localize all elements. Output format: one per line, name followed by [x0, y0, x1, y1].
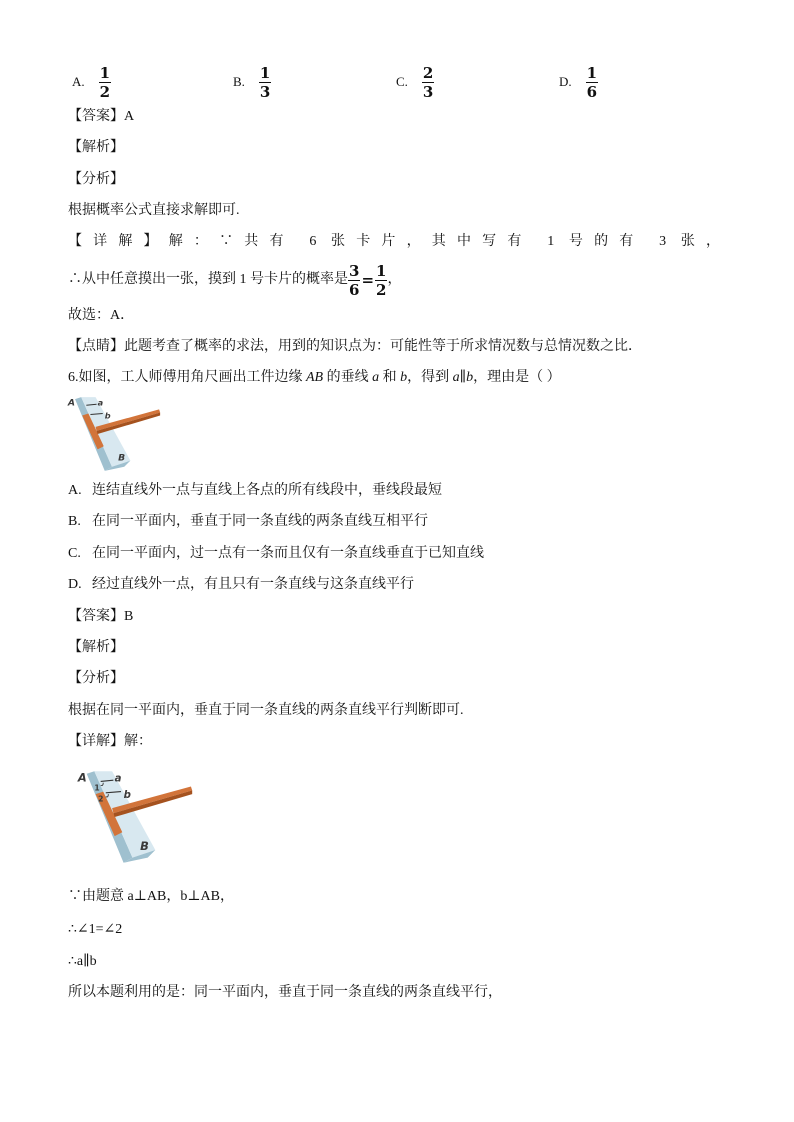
label-angle-2: 2: [98, 794, 104, 804]
q6-option-d: [68, 575, 414, 595]
workpiece-figure-2: [74, 766, 196, 868]
answer-tag: 【答案】: [68, 109, 124, 124]
option-letter: B.: [68, 514, 81, 529]
q6-option-b: [68, 512, 428, 532]
fraction: [422, 65, 434, 100]
option-letter: C.: [68, 546, 81, 561]
q5-fenxi-tag: 【分析】: [68, 172, 124, 187]
label-b: b: [104, 410, 111, 421]
label-a: a: [114, 773, 122, 785]
label-B: B: [140, 839, 149, 854]
q5-option-c: [396, 64, 434, 100]
fraction-denominator: 2: [376, 280, 387, 299]
option-letter: A.: [68, 483, 82, 498]
q5-jiexi-tag: 【解析】: [68, 140, 124, 155]
fraction: [99, 65, 111, 100]
q5-option-a: [72, 64, 111, 100]
q5-option-d: [559, 64, 598, 100]
option-letter: C.: [396, 74, 408, 89]
probability-fraction-raw: [348, 263, 360, 298]
proof-line-given: ∵由题意 a⊥AB，b⊥AB，: [68, 889, 234, 904]
probability-text: ∴从中任意摸出一张，摸到 1 号卡片的概率是: [68, 272, 348, 287]
q5-probability-line: [68, 262, 401, 298]
fraction-numerator: 1: [99, 63, 111, 82]
option-text: 经过直线外一点，有且只有一条直线与这条直线平行: [92, 577, 414, 592]
label-A: A: [77, 770, 87, 785]
stem-line-b: b: [400, 370, 408, 385]
label-A: A: [67, 397, 76, 409]
q6-fenxi-tag: 【分析】: [68, 671, 124, 686]
stem-line-a: a: [372, 370, 380, 385]
stem-text: 和: [379, 370, 401, 385]
option-letter: A.: [72, 74, 85, 89]
q5-choose-line: 故选：A．: [68, 308, 135, 323]
q6-option-c: [68, 544, 484, 564]
answer-value: A: [124, 109, 135, 124]
q5-fenxi-text: 根据概率公式直接求解即可.: [68, 203, 240, 218]
workpiece-figure-1: [64, 393, 164, 475]
stem-text: 的垂线: [323, 370, 373, 385]
fraction-denominator: 3: [422, 82, 434, 101]
proof-line-conclusion: 所以本题利用的是：同一平面内，垂直于同一条直线的两条直线平行，: [68, 985, 502, 1000]
fraction-numerator: 1: [259, 63, 271, 82]
q6-option-a: [68, 481, 442, 501]
fraction-numerator: 1: [376, 261, 387, 280]
label-angle-1: 1: [94, 783, 100, 793]
fraction-denominator: 6: [586, 82, 598, 101]
fraction-numerator: 3: [349, 261, 360, 280]
q6-stem: [68, 368, 561, 388]
fraction-denominator: 2: [99, 82, 111, 101]
fraction: [586, 65, 598, 100]
probability-fraction-simplified: [375, 263, 387, 298]
option-letter: D.: [559, 74, 572, 89]
label-b: b: [123, 789, 131, 801]
fraction-denominator: 6: [349, 280, 360, 299]
stem-text: 6.如图，工人师傅用角尺画出工件边缘: [68, 370, 306, 385]
answer-tag: 【答案】: [68, 609, 124, 624]
q6-answer-line: [68, 607, 133, 627]
q5-answer-line: [68, 107, 134, 127]
q5-dianjing-line: 【点睛】此题考查了概率的求法，用到的知识点为：可能性等于所求情况数与总情况数之比．: [68, 339, 642, 354]
probability-suffix: ，: [387, 272, 402, 287]
option-letter: D.: [68, 577, 82, 592]
answer-value: B: [124, 609, 134, 624]
fraction: [259, 65, 271, 100]
q6-jiexi-tag: 【解析】: [68, 640, 124, 655]
option-text: 在同一平面内，过一点有一条而且仅有一条直线垂直于已知直线: [92, 546, 484, 561]
option-letter: B.: [233, 74, 245, 89]
option-text: 在同一平面内，垂直于同一条直线的两条直线互相平行: [92, 514, 428, 529]
fraction-denominator: 3: [259, 82, 271, 101]
equals-sign: =: [361, 271, 375, 289]
option-text: 连结直线外一点与直线上各点的所有线段中，垂线段最短: [92, 483, 442, 498]
q5-detail-line: 【详解】解：∵共有 6 张卡片，其中写有 1 号的有 3 张，: [68, 234, 720, 249]
stem-segment-ab: AB: [306, 370, 324, 385]
stem-text: ，理由是（ ）: [473, 370, 561, 385]
q5-option-b: [233, 64, 271, 100]
stem-parallel: a∥b: [452, 370, 474, 385]
proof-line-parallel: ∴a∥b: [68, 954, 97, 969]
label-a: a: [97, 397, 104, 408]
fraction-numerator: 2: [422, 63, 434, 82]
label-B: B: [118, 452, 126, 464]
q6-fenxi-text: 根据在同一平面内，垂直于同一条直线的两条直线平行判断即可.: [68, 703, 464, 718]
proof-line-angles: ∴∠1=∠2: [68, 922, 123, 937]
stem-text: ，得到: [407, 370, 453, 385]
fraction-numerator: 1: [586, 63, 598, 82]
q6-detail-tag: 【详解】解：: [68, 734, 152, 749]
